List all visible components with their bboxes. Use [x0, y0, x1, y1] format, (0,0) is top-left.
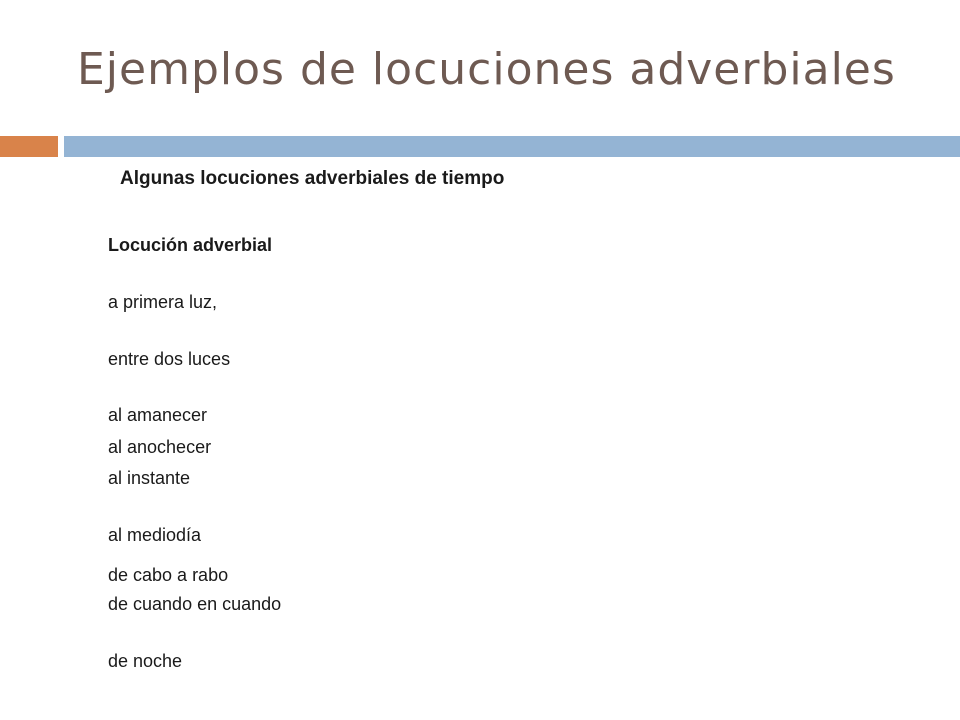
slide-title: Ejemplos de locuciones adverbiales	[77, 44, 896, 95]
list-item: al instante	[108, 468, 191, 488]
list-item: de cuando en cuando	[108, 594, 282, 614]
accent-bar-blue	[64, 136, 960, 157]
slide-subtitle: Algunas locuciones adverbiales de tiempo	[120, 168, 505, 189]
list-item: al anochecer	[108, 437, 212, 457]
list-item: de cabo a rabo	[108, 565, 229, 585]
list-item: al amanecer	[108, 405, 208, 425]
list-item: entre dos luces	[108, 349, 231, 369]
list-item: al mediodía	[108, 525, 202, 545]
column-header: Locución adverbial	[108, 235, 273, 255]
accent-bar-orange	[0, 136, 58, 157]
list-item: de noche	[108, 651, 183, 671]
list-item: a primera luz,	[108, 292, 218, 312]
